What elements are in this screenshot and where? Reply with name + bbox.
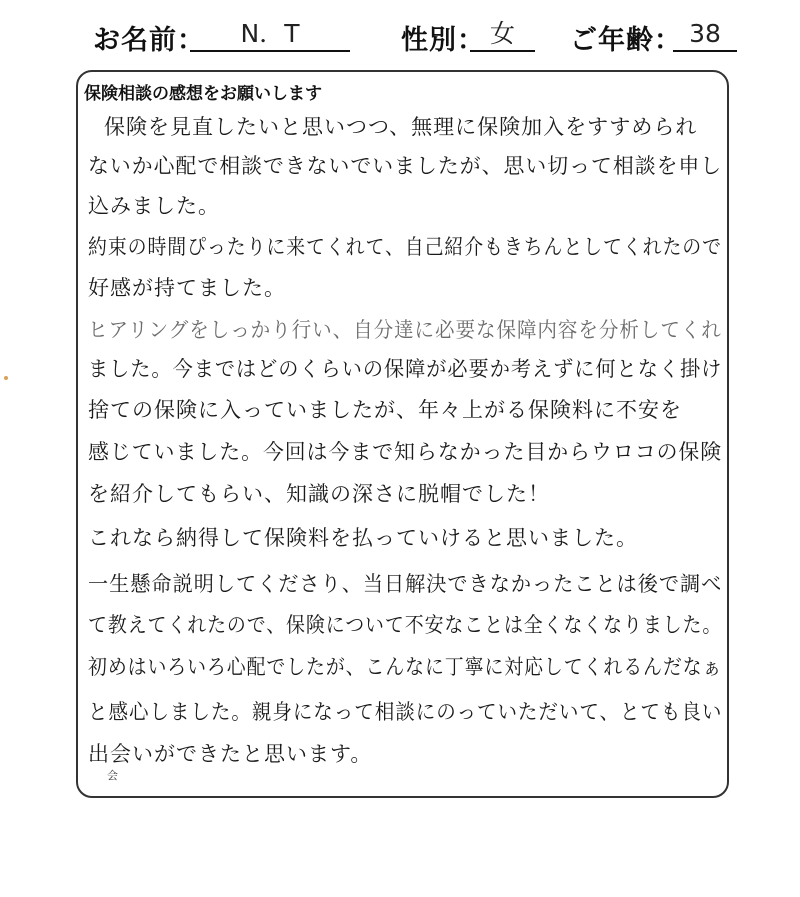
handwritten-line: ヒアリングをしっかり行い、自分達に必要な保障内容を分析してくれ xyxy=(88,318,722,342)
name-value: N．T xyxy=(190,18,350,52)
handwritten-line: と感心しました。親身になって相談にのっていただいて、とても良い xyxy=(88,700,723,724)
name-label: お名前： xyxy=(93,25,205,56)
handwritten-line: 好感が持てました。 xyxy=(88,276,286,300)
handwritten-line: 一生懸命説明してくださり、当日解決できなかったことは後で調べ xyxy=(88,572,723,596)
handwritten-line: 感じていました。今回は今まで知らなかった目からウロコの保険 xyxy=(88,440,723,464)
age-label: ご年齢： xyxy=(570,25,682,56)
handwritten-line: 出会いができたと思います。 xyxy=(88,742,373,766)
correction-note: 会 xyxy=(107,769,118,782)
handwritten-line: 初めはいろいろ心配でしたが、こんなに丁寧に対応してくれるんだなぁ xyxy=(88,655,723,679)
age-value: 38 xyxy=(673,18,737,52)
handwritten-line: ました。今まではどのくらいの保障が必要か考えずに何となく掛け xyxy=(88,357,723,381)
header xyxy=(0,0,800,70)
handwritten-line: 捨ての保険に入っていましたが、年々上がる保険料に不安を xyxy=(88,398,682,422)
handwritten-line: 込みました。 xyxy=(88,194,220,218)
handwritten-line: ないか心配で相談できないでいましたが、思い切って相談を申し xyxy=(88,154,723,178)
handwritten-line: これなら納得して保険料を払っていけると思いました。 xyxy=(88,526,638,550)
handwritten-line: て教えてくれたので、保険について不安なことは全くなくなりました。 xyxy=(88,613,723,637)
card-title: 保険相談の感想をお願いします xyxy=(84,84,322,104)
handwritten-line: 保険を見直したいと思いつつ、無理に保険加入をすすめられ xyxy=(104,115,698,139)
gender-label: 性別： xyxy=(401,25,485,56)
handwritten-line: を紹介してもらい、知識の深さに脱帽でした！ xyxy=(88,482,550,506)
handwritten-line: 約束の時間ぴったりに来てくれて、自己紹介もきちんとしてくれたので xyxy=(88,235,722,259)
stray-mark xyxy=(4,376,8,380)
gender-value: 女 xyxy=(470,18,535,52)
